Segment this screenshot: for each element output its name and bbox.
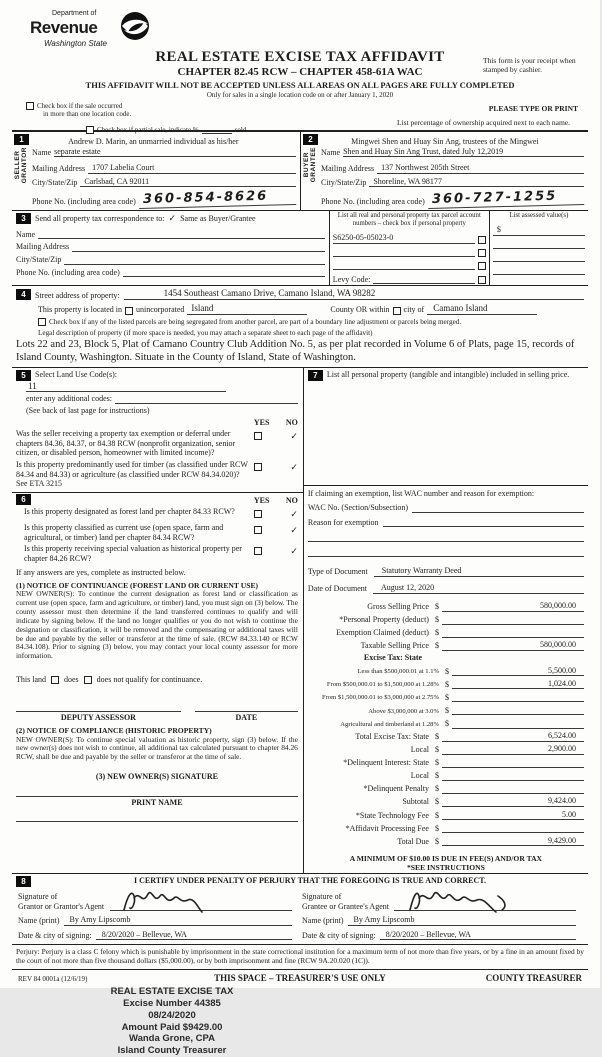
dollar-sign: $	[434, 641, 439, 651]
if-any-yes-note: If any answers are yes, complete as instructed below.	[16, 567, 186, 577]
dor-logo	[30, 10, 160, 48]
levy-code-checkbox	[478, 276, 486, 284]
logo-dept-text: Department of	[52, 10, 97, 17]
stamp-line-5: Wanda Grone, CPA	[128, 1033, 216, 1045]
dollar-sign: $	[434, 732, 439, 741]
wac-number-blank	[412, 504, 584, 513]
only-for-text: Only for sales in a single location code on or after January 1, 2020	[206, 91, 394, 100]
partial-sale-checkbox	[86, 126, 94, 134]
q-current-use-no-check-icon: ✓	[290, 526, 298, 537]
notice-compliance-body: NEW OWNER(S): To continue special valuation as historic property, sign (3) below. If the new owner(s) does not wish to continue, all additional tax calculated pursuant to chapter 84.26 RCW, shall be due and payable by the seller or transferor at the time of sale.	[16, 734, 298, 762]
date-of-document-value: August 12, 2020	[373, 583, 584, 594]
same-as-label: Same as Buyer/Grantee	[180, 213, 256, 223]
section-3-number: 3	[16, 213, 31, 224]
grantee-signature-block	[300, 887, 584, 940]
dollar-sign: $	[434, 758, 439, 768]
reason-exemption-blank-2	[308, 532, 584, 542]
parcel-header-2: numbers – check box if personal property	[352, 220, 466, 228]
grantee-sig-label-1: Signature of	[302, 891, 342, 901]
section-1-number: 1	[14, 134, 29, 145]
type-or-print-note: PLEASE TYPE OR PRINT	[488, 104, 578, 113]
tax-row	[304, 718, 584, 729]
does-not-label: does not qualify for continuance.	[96, 675, 203, 685]
buyer-mailing-value: 137 Northwest 205th Street	[377, 163, 584, 174]
tax-row-line	[442, 614, 584, 625]
corr-city-blank	[64, 256, 324, 265]
tax-row	[304, 823, 584, 834]
tax-row-line	[452, 666, 584, 677]
q-exemption-no-check-icon: ✓	[290, 432, 298, 443]
form-body	[12, 130, 588, 970]
tax-row-value: 580,000.00	[539, 601, 576, 611]
county-treasurer-label: COUNTY TREASURER	[485, 973, 582, 984]
q-forest-no-check-icon: ✓	[290, 510, 298, 521]
grantee-date-city-value: 8/20/2020 – Bellevue, WA	[380, 930, 576, 941]
revenue-swirl-icon	[118, 10, 152, 42]
tax-row-line	[442, 823, 584, 834]
grantee-name-print-value: By Amy Lipscomb	[348, 915, 576, 926]
corr-mailing-blank	[72, 243, 325, 252]
grantor-signature-block	[16, 887, 300, 940]
levy-code-blank	[373, 276, 475, 284]
dollar-sign: $	[434, 823, 439, 833]
tax-row	[304, 796, 584, 807]
tax-row-line	[442, 783, 584, 794]
assessed-value-1: $	[493, 225, 585, 236]
dollar-sign: $	[434, 628, 439, 638]
does-checkbox	[51, 676, 59, 684]
parcel-number-value: S6250-05-05023-0	[333, 233, 475, 244]
corr-city-label: City/State/Zip	[16, 254, 62, 264]
q-historical-no-check-icon: ✓	[290, 547, 298, 558]
question-exemption-text: Was the seller receiving a property tax exemption or deferral under chapters 84.36, 84.37, or 84.38 RCW (nonprofit organization, senior citizen, or disabled person, homeowner with limited income)?	[16, 429, 236, 458]
grantor-date-city-value: 8/20/2020 – Bellevue, WA	[96, 930, 292, 941]
tax-row-label: Gross Selling Price	[367, 602, 429, 612]
tax-row-line	[442, 796, 584, 807]
tax-row-line	[442, 731, 584, 742]
this-land-label: This land	[16, 675, 46, 685]
question-timber	[16, 460, 298, 489]
buyer-grantee-side-label: BUYER GRANTEE	[303, 147, 318, 183]
stamp-line-2: Excise Number 44385	[123, 997, 221, 1009]
grantor-date-city-label: Date & city of signing:	[18, 930, 92, 940]
tax-row	[304, 705, 584, 716]
left-column	[12, 368, 303, 873]
tax-row	[304, 601, 584, 612]
tax-row-label: Agricultural and timberland at 1.28%	[340, 720, 439, 728]
tax-row-label: *Delinquent Interest: State	[343, 758, 429, 768]
tax-row-line	[442, 627, 584, 638]
grantor-sig-label-1: Signature of	[18, 891, 58, 901]
buyer-city-label: City/State/Zip	[321, 177, 367, 187]
buyer-name-label: Name	[321, 147, 341, 157]
tax-row-line	[442, 640, 584, 651]
tax-row-label: Taxable Selling Price	[360, 641, 429, 651]
same-as-check-icon: ✓	[168, 213, 177, 224]
notice-continuance-title: (1) NOTICE OF CONTINUANCE (FOREST LAND OR CURRENT USE)	[16, 581, 259, 591]
q-exemption-yes-checkbox	[254, 432, 262, 440]
form-header	[12, 8, 588, 134]
qualify-row	[16, 675, 298, 685]
dollar-sign: $	[444, 679, 449, 689]
tax-row-label: *State Technology Fee	[355, 810, 429, 820]
seller-name-label: Name	[32, 147, 52, 157]
wac-number-label: WAC No. (Section/Subsection)	[307, 503, 409, 513]
multi-location-checkbox	[26, 102, 34, 110]
parcel-1-checkbox	[478, 236, 486, 244]
legal-description-value: Lots 22 and 23, Block 5, Plat of Camano Country Club Addition No. 5, as per plat recorded in Volume 6 of Plats, page 15, records of Island County, Washington. Situate in the County of Island, State of Washington.	[16, 339, 575, 364]
section-8-number: 8	[16, 876, 31, 887]
buyer-mailing-label: Mailing Address	[321, 164, 375, 174]
tax-row	[304, 770, 584, 781]
tax-row-value: 1,024.00	[547, 678, 576, 688]
q-timber-no-check-icon: ✓	[290, 462, 298, 473]
tax-row-value: 9,424.00	[547, 796, 576, 806]
seller-grantor-side-label: SELLER GRANTOR	[14, 147, 29, 184]
city-of-label: city of	[403, 305, 425, 315]
question-historical	[16, 544, 298, 563]
county-value: Island	[187, 303, 307, 315]
tax-row-value	[576, 705, 584, 714]
question-forest-text: Is this property designated as forest land per chapter 84.33 RCW?	[24, 507, 235, 517]
s5-yes-header: YES	[253, 417, 270, 427]
segregated-checkbox	[38, 318, 46, 326]
tax-row	[304, 744, 584, 755]
section-7-number: 7	[308, 370, 323, 381]
partial-sale-label: Check box if partial sale, indicate %	[97, 125, 199, 134]
logo-state-text: Washington State	[44, 38, 108, 48]
tax-row-line	[442, 810, 584, 821]
right-column	[303, 368, 588, 873]
dollar-sign: $	[444, 718, 449, 728]
exemption-section	[304, 486, 588, 561]
does-label: does	[64, 675, 79, 685]
question-historical-text: Is this property receiving special valuation as historical property per chapter 84.26 RCW?	[24, 544, 242, 563]
parcel-section	[329, 211, 588, 286]
tax-row-line	[452, 718, 584, 729]
land-use-code-value: 11	[26, 381, 226, 393]
notice-continuance-body: NEW OWNER(S): To continue the current designation as forest land or classification as current use (open space, farm and agriculture, or timber) land, you must sign on (3) below. The county assessor must then determine if the land transferred continues to qualify and will indicate by signing below. If the land no longer qualifies or you do not wish to continue the designation or classification, it will be removed and the compensating or additional taxes will be due and payable by the seller or transferor at the time of sale. (RCW 84.33.140 or RCW 84.34.108). Prior to signing (3) below, you may contact your local county assessor for more information.	[16, 589, 298, 661]
tax-row	[304, 836, 584, 847]
seller-name-value-1: Andrew D. Marin, an unmarried individual as his/her	[68, 137, 239, 146]
tax-row-line	[442, 770, 584, 781]
seller-mailing-value: 1707 Labelia Court	[88, 163, 296, 174]
tax-row-value: 5.00	[561, 809, 576, 819]
reason-exemption-label: Reason for exemption	[307, 517, 379, 527]
multi-location-label-2: in more than one location code.	[43, 110, 132, 119]
reason-exemption-blank-1	[383, 518, 584, 527]
minimum-due-note-1: A MINIMUM OF $10.00 IS DUE IN FEE(S) AND/OR TAX	[349, 854, 543, 864]
assessed-value-3	[493, 254, 585, 262]
see-back-note: (See back of last page for instructions)	[26, 405, 150, 415]
correspondence-heading: Send all property tax correspondence to:	[35, 213, 165, 223]
tax-row-label: Total Due	[397, 836, 429, 846]
new-owner-signature-label: (3) NEW OWNER(S) SIGNATURE	[95, 772, 219, 782]
assessed-value-2	[493, 241, 585, 249]
tax-row	[304, 783, 584, 794]
tax-row-value	[576, 823, 584, 832]
tax-row-label: Less than $500,000.01 at 1.1%	[357, 668, 439, 676]
type-of-document-label: Type of Document	[307, 567, 368, 577]
grantee-name-print-label: Name (print)	[302, 916, 344, 926]
seller-city-label: City/State/Zip	[32, 177, 78, 187]
buyer-name-value-2: Shen and Huay Sin Ang Trust, dated July 12,2019	[343, 147, 584, 158]
stamp-line-6: Island County Treasurer	[117, 1045, 227, 1057]
tax-row	[304, 666, 584, 677]
parcel-2-checkbox	[478, 249, 486, 257]
section-6-number: 6	[16, 494, 31, 505]
question-exemption	[16, 429, 298, 458]
personal-property-text: List all personal property (tangible and intangible) included in selling price.	[326, 369, 570, 379]
notice-compliance-title: (2) NOTICE OF COMPLIANCE (HISTORIC PROPERTY)	[16, 726, 212, 736]
tax-row-line	[442, 744, 584, 755]
footer-row	[12, 973, 588, 984]
section-4-number: 4	[16, 289, 31, 300]
grantor-name-print-value: By Amy Lipscomb	[64, 915, 292, 926]
certify-statement: I CERTIFY UNDER PENALTY OF PERJURY THAT THE FOREGOING IS TRUE AND CORRECT.	[133, 875, 486, 885]
tax-row-label: From $1,500,000.01 to $3,000,000 at 2.75%	[321, 694, 439, 702]
city-value: Camano Island	[427, 303, 537, 315]
tax-row-value: 9,429.00	[547, 835, 576, 845]
dollar-sign: $	[434, 810, 439, 820]
grantor-signature-icon	[118, 886, 228, 914]
treasurer-stamp	[72, 986, 272, 1057]
q-current-use-yes-checkbox	[254, 526, 262, 534]
ownership-note: List percentage of ownership acquired next to each name.	[396, 118, 570, 127]
correspondence-section	[12, 211, 329, 286]
tax-row-value	[576, 627, 584, 636]
tax-row-value	[576, 692, 584, 701]
assessed-value-4	[493, 267, 585, 275]
dollar-sign: $	[434, 797, 439, 807]
unincorporated-checkbox	[125, 307, 133, 315]
segregated-label: Check box if any of the listed parcels are being segregated from another parcel, are part of a boundary line adjustment or parcels being merged.	[49, 318, 462, 327]
tax-row-line	[442, 836, 584, 847]
buyer-phone-value: 360-727-1255	[428, 188, 585, 209]
tax-row-line	[452, 692, 584, 703]
assessed-header: List assessed value(s)	[509, 211, 569, 219]
form-rev-number: REV 84 0001a (12/6/19)	[18, 975, 88, 984]
dollar-sign: $	[444, 692, 449, 702]
tax-row-value: 5,500.00	[547, 665, 576, 675]
grantor-signature	[110, 887, 292, 911]
tax-row	[304, 640, 584, 651]
tax-row-value	[576, 614, 584, 623]
tax-row	[304, 692, 584, 703]
tax-row-label: Local	[410, 745, 429, 755]
grantee-signature-icon	[402, 886, 522, 914]
tax-row	[304, 731, 584, 742]
legal-description-label: Legal description of property (if more space is needed, you may attach a separate sheet to each page of the affidavit)	[38, 328, 373, 337]
treasurer-space-label: THIS SPACE – TREASURER'S USE ONLY	[214, 973, 386, 984]
tax-row-line	[442, 601, 584, 612]
parcel-3-blank	[333, 262, 475, 270]
corr-mailing-label: Mailing Address	[16, 242, 70, 252]
parcel-header-1: List all real and personal property tax parcel account	[337, 211, 481, 219]
multi-location-label-1: Check box if the sale occurred	[37, 102, 123, 110]
dollar-sign: $	[444, 666, 449, 676]
type-of-document-value: Statutory Warranty Deed	[374, 566, 584, 577]
grantee-sig-label-2: Grantee or Grantee's Agent	[302, 901, 389, 911]
reason-exemption-blank-3	[308, 547, 584, 557]
land-use-title: Select Land Use Code(s):	[35, 369, 117, 379]
does-not-checkbox	[84, 676, 92, 684]
corr-phone-label: Phone No. (including area code)	[16, 267, 120, 277]
stamp-line-3: 08/24/2020	[148, 1009, 196, 1021]
street-address-value: 1454 Southeast Camano Drive, Camano Island, WA 98282	[124, 288, 584, 300]
tax-row-label: *Delinquent Penalty	[363, 784, 429, 794]
tax-row-label: Excise Tax: State	[363, 653, 423, 663]
print-name-blank-line	[16, 821, 298, 822]
tax-row-label: Exemption Claimed (deduct)	[336, 628, 429, 638]
date-of-document-label: Date of Document	[307, 583, 367, 593]
dollar-sign: $	[434, 784, 439, 794]
seller-phone-value: 360-854-8626	[139, 188, 297, 209]
tax-row-value	[576, 783, 584, 792]
grantee-signature	[394, 887, 576, 911]
tax-row-label: Total Excise Tax: State	[355, 732, 429, 741]
partial-sale-sold-label: sold	[234, 125, 247, 134]
partial-sale-percent-blank	[202, 133, 232, 134]
date-label: DATE	[195, 711, 298, 723]
corr-phone-blank	[123, 268, 325, 277]
tax-row-value	[576, 757, 584, 766]
minimum-due-note-2: *SEE INSTRUCTIONS	[406, 863, 485, 873]
s5-no-header: NO	[285, 417, 298, 427]
deputy-assessor-label: DEPUTY ASSESSOR	[16, 711, 181, 723]
tax-row-line	[452, 679, 584, 690]
s6-yes-header: YES	[253, 495, 270, 505]
tax-row-value	[576, 718, 584, 727]
tax-row	[304, 614, 584, 625]
tax-row	[364, 653, 584, 663]
seller-city-value: Carlsbad, CA 92011	[80, 177, 296, 188]
tax-row-label: From $500,000.01 to $1,500,000 at 1.28%	[326, 681, 439, 689]
s6-no-header: NO	[285, 495, 298, 505]
q-timber-yes-checkbox	[254, 463, 262, 471]
certification-section	[12, 874, 588, 946]
tax-row-line	[452, 705, 584, 716]
section-2-number: 2	[303, 134, 318, 145]
exemption-claiming-text: If claiming an exemption, list WAC number and reason for exemption:	[307, 488, 535, 498]
personal-property-section	[304, 368, 588, 486]
dollar-sign: $	[434, 771, 439, 781]
seller-name-value-2: separate estate	[54, 147, 296, 158]
tax-row-line	[442, 757, 584, 768]
tax-row-value: 580,000.00	[539, 640, 576, 650]
additional-codes-label: enter any additional codes:	[26, 394, 112, 404]
street-address-label: Street address of property:	[35, 290, 120, 300]
located-in-label: This property is located in	[38, 305, 122, 315]
tax-row-value: 6,524.00	[547, 731, 576, 740]
parcel-2-blank	[333, 249, 475, 257]
chapter-subtitle: CHAPTER 82.45 RCW – CHAPTER 458-61A WAC	[177, 66, 423, 78]
buyer-phone-label: Phone No. (including area code)	[321, 197, 425, 207]
buyer-section	[300, 132, 588, 210]
tax-row-label: Above $3,000,000 at 3.0%	[368, 707, 439, 715]
tax-row	[304, 757, 584, 768]
levy-code-label: Levy Code:	[332, 274, 371, 284]
corr-name-blank	[38, 230, 325, 239]
tax-row-label: Local	[410, 771, 429, 781]
tax-computation	[304, 599, 584, 847]
dollar-sign: $	[444, 705, 449, 715]
question-timber-text: Is this property predominantly used for timber (as classified under RCW 84.34 and 84.33) or agriculture (as classified under RCW 84.34.020)? See ETA 3215	[16, 459, 248, 489]
receipt-note: This form is your receipt when stamped by cashier.	[483, 56, 576, 74]
question-current-use	[16, 523, 298, 542]
grantor-name-print-label: Name (print)	[18, 916, 60, 926]
city-checkbox	[393, 307, 401, 315]
buyer-name-value-1: Mingwei Shen and Huay Sin Ang, trustees of the Mingwei	[351, 137, 539, 146]
property-section	[12, 286, 588, 367]
page-title: REAL ESTATE EXCISE TAX AFFIDAVIT	[155, 49, 445, 65]
corr-name-label: Name	[16, 229, 36, 239]
dollar-sign: $	[434, 836, 439, 846]
question-current-use-text: Is this property classified as current use (open space, farm and agricultural, or timber) land per chapter 84.34 RCW?	[24, 523, 224, 542]
grantee-date-city-label: Date & city of signing:	[302, 930, 376, 940]
logo-revenue-text: Revenue	[30, 18, 98, 38]
q-forest-yes-checkbox	[254, 510, 262, 518]
stamp-line-1: REAL ESTATE EXCISE TAX	[110, 985, 234, 997]
dollar-sign: $	[434, 745, 439, 755]
unincorporated-label: unincorporated	[135, 305, 185, 315]
warning-text: THIS AFFIDAVIT WILL NOT BE ACCEPTED UNLESS ALL AREAS ON ALL PAGES ARE FULLY COMPLETED	[85, 80, 515, 91]
tax-row-label: *Affidavit Processing Fee	[345, 823, 429, 833]
county-or-label: County OR within	[330, 305, 390, 315]
additional-codes-blank	[115, 403, 298, 404]
section-5-number: 5	[16, 370, 31, 381]
tax-row-value	[576, 770, 584, 779]
parcel-3-checkbox	[478, 262, 486, 270]
tax-row	[304, 679, 584, 690]
grantor-sig-label-2: Grantor or Grantor's Agent	[18, 901, 105, 911]
dollar-sign: $	[434, 602, 439, 612]
tax-row-label: Subtotal	[402, 797, 429, 807]
print-name-label: PRINT NAME	[131, 797, 183, 807]
perjury-statement: Perjury: Perjury is a class C felony which is punishable by imprisonment in the state correctional institution for a maximum term of not more than five years, or by a fine in an amount fixed by the court of not more than five thousand dollars ($5,000.00), or by both imprisonment and fine (RCW 9A.20.020 (1C)).	[12, 945, 588, 970]
seller-section	[12, 132, 300, 210]
tax-row	[304, 627, 584, 638]
buyer-city-value: Shoreline, WA 98177	[369, 177, 584, 188]
seller-mailing-label: Mailing Address	[32, 164, 86, 174]
stamp-line-4: Amount Paid $9429.00	[121, 1021, 223, 1033]
q-historical-yes-checkbox	[254, 547, 262, 555]
tax-row-value: 2,900.00	[547, 744, 576, 754]
tax-row	[304, 810, 584, 821]
seller-phone-label: Phone No. (including area code)	[32, 197, 136, 207]
tax-row-label: *Personal Property (deduct)	[339, 615, 429, 625]
question-forest	[16, 507, 298, 521]
dollar-sign: $	[434, 615, 439, 625]
